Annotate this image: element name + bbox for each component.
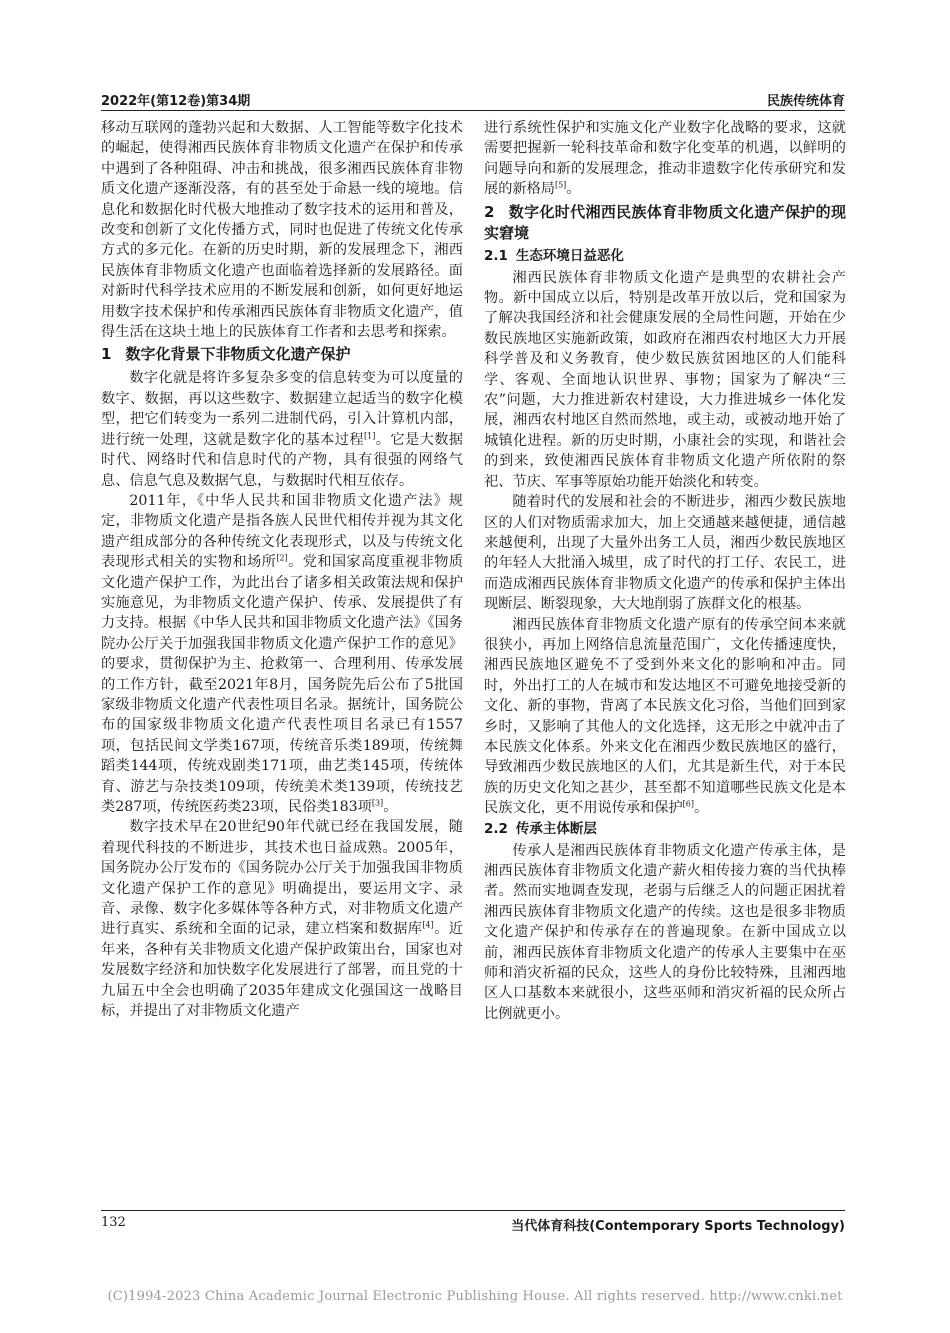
- paragraph: [484, 615, 846, 819]
- paragraph: [101, 368, 463, 490]
- paragraph-text: 。它是大数据时代、网络时代和信息时代的产物，具有很强的网络气息、信息气息及数据气息，与数据时代相互依存。: [101, 431, 463, 489]
- paragraph: [484, 118, 846, 200]
- running-footer: [101, 1210, 845, 1233]
- section-number: 2: [484, 202, 495, 221]
- section-number: 1: [101, 345, 112, 364]
- section-title: 数字化时代湘西民族体育非物质文化遗产保护的现实窘境: [484, 202, 846, 242]
- citation: [4]: [422, 920, 434, 930]
- paragraph-text: 数字化就是将许多复杂多变的信息转变为可以度量的数字、数据，再以这些数字、数据建立起适当的数字化模型，把它们转变为一系列二进制代码，引入计算机内部，进行统一处理，这就是数字化的基本过程: [101, 370, 463, 448]
- paragraph: 湘西民族体育非物质文化遗产是典型的农耕社会产物。新中国成立以后，特别是改革开放以后，党和国家为了解决我国经济和社会健康发展的全局性问题，开始在少数民族地区实施新政策，如政府在湘西农村地区大力开展科学普及和义务教育，使少数民族贫困地区的人们能科学、客观、全面地认识世界、事物；国家为了解决“三农”问题，大力推进新农村建设，大力推进城乡一体化发展，湘西农村地区自然而然地，或主动，或被动地开始了城镇化进程。新的历史时期，小康社会的实现，和谐社会的到来，致使湘西民族体育非物质文化遗产所依附的祭祀、节庆、军事等原始功能开始淡化和转变。: [484, 269, 846, 490]
- subsection-title: 生态环境日益恶化: [515, 247, 624, 264]
- paragraph-text: 2011年，《中华人民共和国非物质文化遗产法》规定，非物质文化遗产是指各族人民世代相传并视为其文化遗产组成部分的各种传统文化表现形式，以及与传统文化表现形式相关的实物和场所: [101, 492, 463, 571]
- paragraph: [101, 491, 463, 818]
- section-heading-2: [484, 202, 846, 244]
- paragraph: 移动互联网的蓬勃兴起和大数据、人工智能等数字化技术的崛起，使得湘西民族体育非物质文化遗产在保护和传承中遇到了各种阻碍、冲击和挑战，很多湘西民族体育非物质文化遗产逐渐没落，有的甚至处于命悬一线的境地。信息化和数据化时代极大地推动了数字技术的运用和普及，改变和创新了文化传播方式，同时也促进了传统文化传承方式的多元化。在新的历史时期，新的发展理念下，湘西民族体育非物质文化遗产也面临着选择新的发展路径。面对新时代科学技术应用的不断发展和创新，如何更好地运用数字技术保护和传承湘西民族体育非物质文化遗产，值得生活在这块土地上的民族体育工作者和去思考和探索。: [101, 120, 463, 341]
- subsection-number: 2.1: [484, 247, 508, 264]
- subsection-number: 2.2: [484, 820, 508, 837]
- paragraph: [101, 817, 463, 1021]
- page-number: 132: [101, 1215, 126, 1230]
- left-column: [101, 118, 463, 1021]
- journal-name: 当代体育科技(Contemporary Sports Technology): [511, 1219, 845, 1234]
- section-name: 民族传统体育: [766, 94, 845, 109]
- right-column: [484, 118, 846, 1024]
- citation: [3]: [371, 798, 384, 808]
- paragraph-text: 。党和国家高度重视非物质文化遗产保护工作，为此出台了诸多相关政策法规和保护实施意见，为非物质文化遗产保护、传承、发展提供了有力支持。根据《中华人民共和国非物质文化遗产法》《国务院办公厅关于加强我国非物质文化遗产保护工作的意见》的要求，贯彻保护为主、抢救第一、合理利用、传承发展的工作方针，截至2021年8月，国务院先后公布了5批国家级非物质文化遗产代表性项目名录。据统计，国务院公布的国家级非物质文化遗产代表性项目名录已有1557项，包括民间文学类167项，传统音乐类189项，传统舞蹈类144项，传统戏剧类171项，曲艺类145项，传统体育、游艺与杂技类109项，传统美术类139项，传统技艺类287项，传统医药类23项，民俗类183项: [101, 554, 463, 815]
- citation: [2]: [276, 553, 288, 563]
- copyright-notice: (C)1994-2023 China Academic Journal Electronic Publishing House. All rights reserved. http://www.cnki.net: [107, 1289, 843, 1304]
- paragraph: 随着时代的发展和社会的不断进步，湘西少数民族地区的人们对物质需求加大，加上交通越来越便捷，通信越来越便利，出现了大量外出务工人员，湘西少数民族地区的年轻人大批涌入城里，成了时代的打工仔、农民工，进而造成湘西民族体育非物质文化遗产的传承和保护主体出现断层、断裂现象，大大地削弱了族群文化的根基。: [484, 494, 846, 613]
- citation: [5]: [554, 180, 567, 190]
- paragraph-text: 。: [383, 799, 398, 815]
- citation: [1]: [363, 430, 376, 440]
- paragraph-text: 湘西民族体育非物质文化遗产原有的传承空间本来就很狭小，再加上网络信息流量范围广，文化传播速度快，湘西民族地区避免不了受到外来文化的影响和冲击。同时，外出打工的人在城市和发达地区不可避免地接受新的文化、新的事物，背离了本民族文化习俗，当他们回到家乡时，又影响了其他人的文化选择，这无形之中就冲击了本民族文化体系。外来文化在湘西少数民族地区的盛行，导致湘西少数民族地区的人们，尤其是新生代，对于本民族的历史文化知之甚少，甚至都不知道哪些民族文化是本民族文化，更不用说传承和保护: [484, 616, 846, 817]
- paragraph-text: 。近年来，各种有关非物质文化遗产保护政策出台，国家也对发展数字经济和加快数字化发展进行了部署，而且党的十九届五中全会也明确了2035年建成文化强国这一战略目标，并提出了对非物质文化遗产: [101, 921, 463, 1020]
- subsection-heading-2-1: [484, 247, 846, 266]
- running-header: [101, 88, 845, 111]
- paragraph: 传承人是湘西民族体育非物质文化遗产传承主体，是湘西民族体育非物质文化遗产薪火相传接力赛的当代执棒者。然而实地调查发现，老弱与后继乏人的问题正困扰着湘西民族体育非物质文化遗产的传续。这也是很多非物质文化遗产保护和传承存在的普遍现象。在新中国成立以前，湘西民族体育非物质文化遗产的传承人主要集中在巫师和消灾祈福的民众，这些人的身份比较特殊，且湘西地区人口基数本来就很小，这些巫师和消灾祈福的民众所占比例就更小。: [484, 842, 846, 1022]
- subsection-heading-2-2: [484, 820, 846, 839]
- paragraph-text: 。: [566, 181, 581, 198]
- citation: [6]: [682, 799, 694, 809]
- subsection-title: 传承主体断层: [515, 820, 597, 837]
- section-heading-1: [101, 344, 463, 365]
- paragraph-text: 。: [693, 800, 709, 817]
- issue-info: 2022年(第12卷)第34期: [101, 94, 251, 109]
- paragraph-text: 进行系统性保护和实施文化产业数字化战略的要求，这就需要把握新一轮科技革命和数字化变革的机遇，以鲜明的问题导向和新的发展理念，推动非遗数字化传承研究和发展的新格局: [484, 120, 846, 198]
- section-title: 数字化背景下非物质文化遗产保护: [125, 345, 351, 364]
- paragraph-text: 数字技术早在20世纪90年代就已经在我国发展，随着现代科技的不断进步，其技术也日益成熟。2005年，国务院办公厅发布的《国务院办公厅关于加强我国非物质文化遗产保护工作的意见》明确提出，要运用文字、录音、录像、数字化多媒体等各种方式，对非物质文化遗产进行真实、系统和全面的记录，建立档案和数据库: [101, 819, 463, 938]
